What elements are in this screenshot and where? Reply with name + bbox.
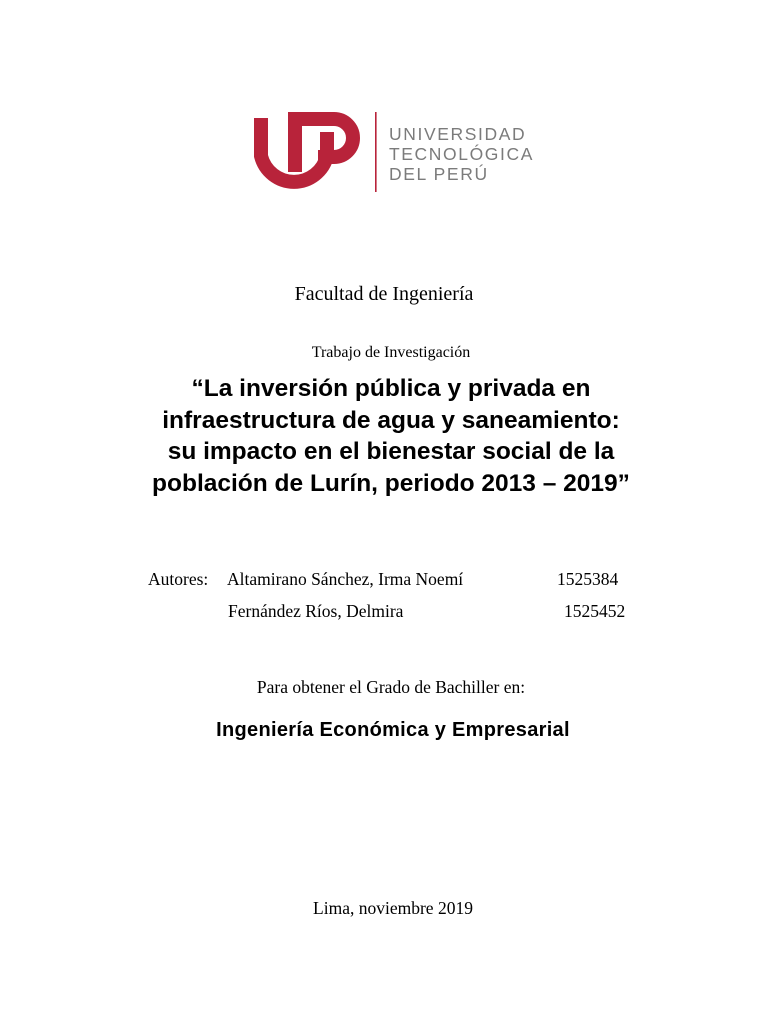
thesis-title-line: “La inversión pública y privada en (191, 375, 591, 402)
thesis-title-line: su impacto en el bienestar social de la (167, 438, 615, 465)
place-date: Lima, noviembre 2019 (313, 898, 473, 918)
logo-text-line3: DEL PERÚ (389, 164, 489, 184)
work-type: Trabajo de Investigación (311, 344, 471, 361)
utp-logo-mark (250, 110, 540, 196)
thesis-title (0, 373, 768, 499)
university-logo (250, 110, 540, 196)
author-name: Fernández Ríos, Delmira (228, 601, 404, 621)
author-code: 1525384 (557, 569, 619, 589)
author-name: Altamirano Sánchez, Irma Noemí (227, 569, 464, 589)
degree-name: Ingeniería Económica y Empresarial (216, 719, 570, 741)
grade-label: Para obtener el Grado de Bachiller en: (256, 677, 526, 697)
logo-text-line2: TECNOLÓGICA (389, 144, 534, 164)
logo-text-line1: UNIVERSIDAD (389, 124, 527, 144)
thesis-title-line: población de Lurín, periodo 2013 – 2019” (152, 469, 630, 497)
thesis-title-line: infraestructura de agua y saneamiento: (162, 406, 620, 434)
logo-divider (375, 112, 377, 192)
logo-t-stem (288, 112, 302, 172)
faculty-name: Facultad de Ingeniería (294, 283, 474, 305)
author-code: 1525452 (564, 601, 626, 621)
authors-label: Autores: (148, 569, 209, 589)
